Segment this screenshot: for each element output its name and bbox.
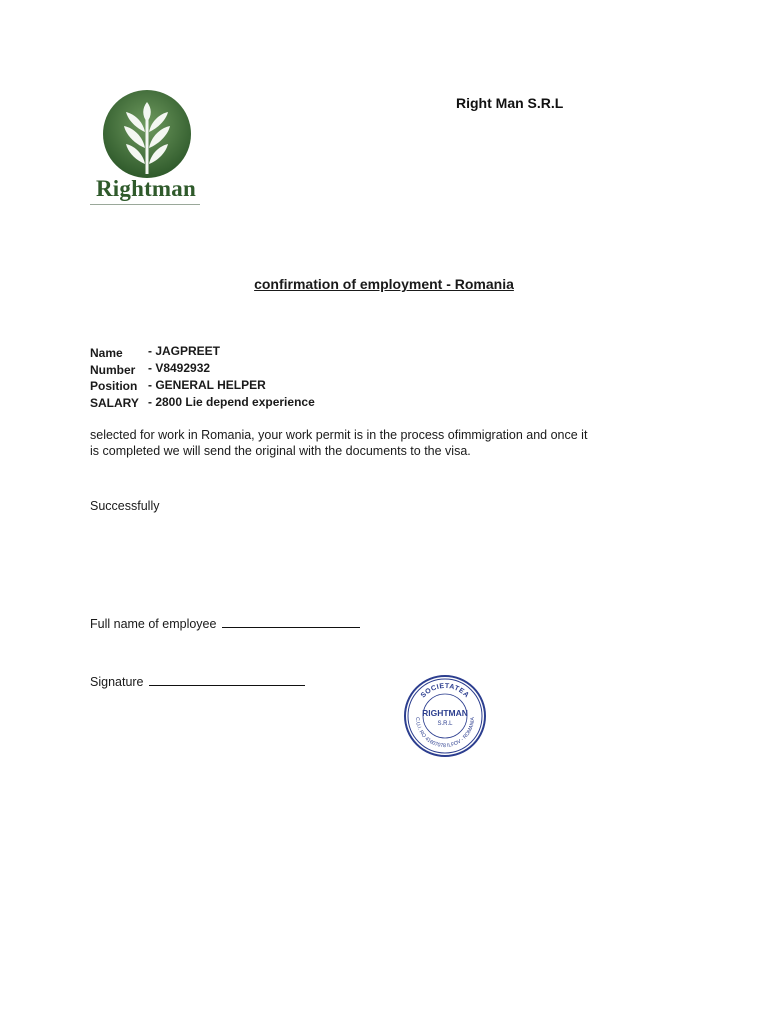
number-value: - V8492932 xyxy=(148,361,211,375)
name-label: Name xyxy=(90,346,123,360)
body-line-2: is completed we will send the original with the documents to the visa. xyxy=(90,444,471,458)
position-value: - GENERAL HELPER xyxy=(148,378,266,392)
stamp-center-name: RIGHTMAN xyxy=(422,708,468,718)
company-stamp xyxy=(403,674,487,758)
salary-label: SALARY xyxy=(90,396,139,410)
salary-value: - 2800 Lie depend experience xyxy=(148,395,315,409)
logo-underline xyxy=(90,204,200,205)
employee-name-line xyxy=(90,616,360,631)
employee-name-blank[interactable] xyxy=(222,616,360,628)
closing-text: Successfully xyxy=(90,499,160,513)
stamp-bottom-text: C.U.I. RO 41607078 ILFOV - ROMANIA xyxy=(413,717,477,750)
body-paragraph xyxy=(90,427,620,459)
svg-text:SOCIETATEA xyxy=(420,683,470,700)
number-label: Number xyxy=(90,363,136,377)
logo-wordmark: Rightman xyxy=(95,176,196,201)
name-value: - JAGPREET xyxy=(148,344,221,358)
company-name: Right Man S.R.L xyxy=(456,95,564,111)
stamp-center-sub: S.R.L xyxy=(437,721,453,727)
document-title: confirmation of employment - Romania xyxy=(254,276,514,292)
leaf-emblem-icon xyxy=(88,88,204,178)
signature-line xyxy=(90,674,305,689)
signature-label: Signature xyxy=(90,675,144,689)
employee-name-label: Full name of employee xyxy=(90,617,217,631)
signature-blank[interactable] xyxy=(149,674,305,686)
stamp-top-text: SOCIETATEA xyxy=(419,682,471,700)
position-label: Position xyxy=(90,379,138,393)
body-line-1: selected for work in Romania, your work permit is in the process ofimmigration and once it xyxy=(90,428,588,442)
company-logo xyxy=(88,88,204,210)
